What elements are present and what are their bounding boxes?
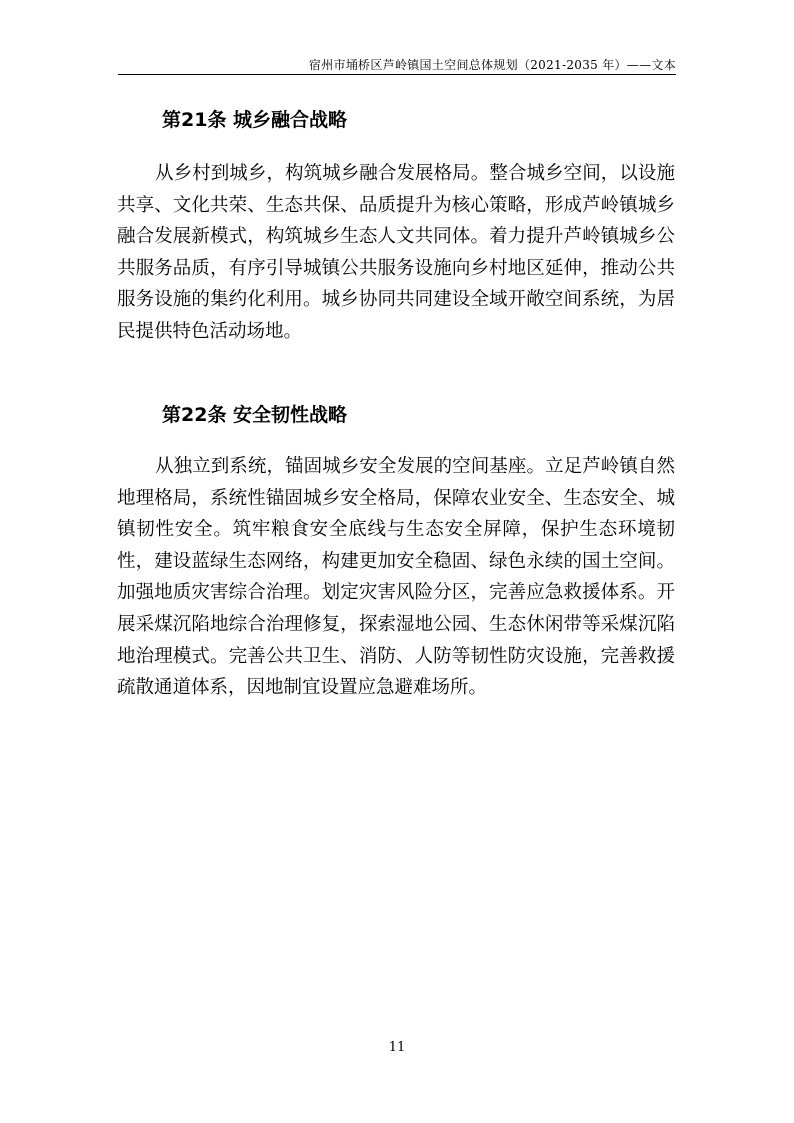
header-rule bbox=[118, 74, 676, 75]
running-header: 宿州市埇桥区芦岭镇国土空间总体规划（2021-2035 年）——文本 bbox=[308, 58, 676, 72]
section-heading: 第21条 城乡融合战略 bbox=[162, 109, 348, 131]
section-body-paragraph: 从独立到系统，锚固城乡安全发展的空间基座。立足芦岭镇自然地理格局，系统性锚固城乡安全格局，保障农业安全、生态安全、城镇韧性安全。筑牢粮食安全底线与生态安全屏障，保护生态环境韧性，建设蓝绿生态网络，构建更加安全稳固、绿色永续的国土空间。加强地质灾害综合治理。划定灾害风险分区，完善应急救援体系。开展采煤沉陷地综合治理修复，探索湿地公园、生态休闲带等采煤沉陷地治理模式。完善公共卫生、消防、人防等韧性防灾设施，完善救援疏散通道体系，因地制宜设置应急避难场所。 bbox=[117, 456, 675, 699]
section-body-paragraph: 从乡村到城乡，构筑城乡融合发展格局。整合城乡空间，以设施共享、文化共荣、生态共保、品质提升为核心策略，形成芦岭镇城乡融合发展新模式，构筑城乡生态人文共同体。着力提升芦岭镇城乡公共服务品质，有序引导城镇公共服务设施向乡村地区延伸，推动公共服务设施的集约化利用。城乡协同共同建设全域开敞空间系统，为居民提供特色活动场地。 bbox=[117, 163, 675, 342]
section-heading: 第22条 安全韧性战略 bbox=[162, 404, 348, 426]
page-number: 11 bbox=[388, 1040, 406, 1055]
